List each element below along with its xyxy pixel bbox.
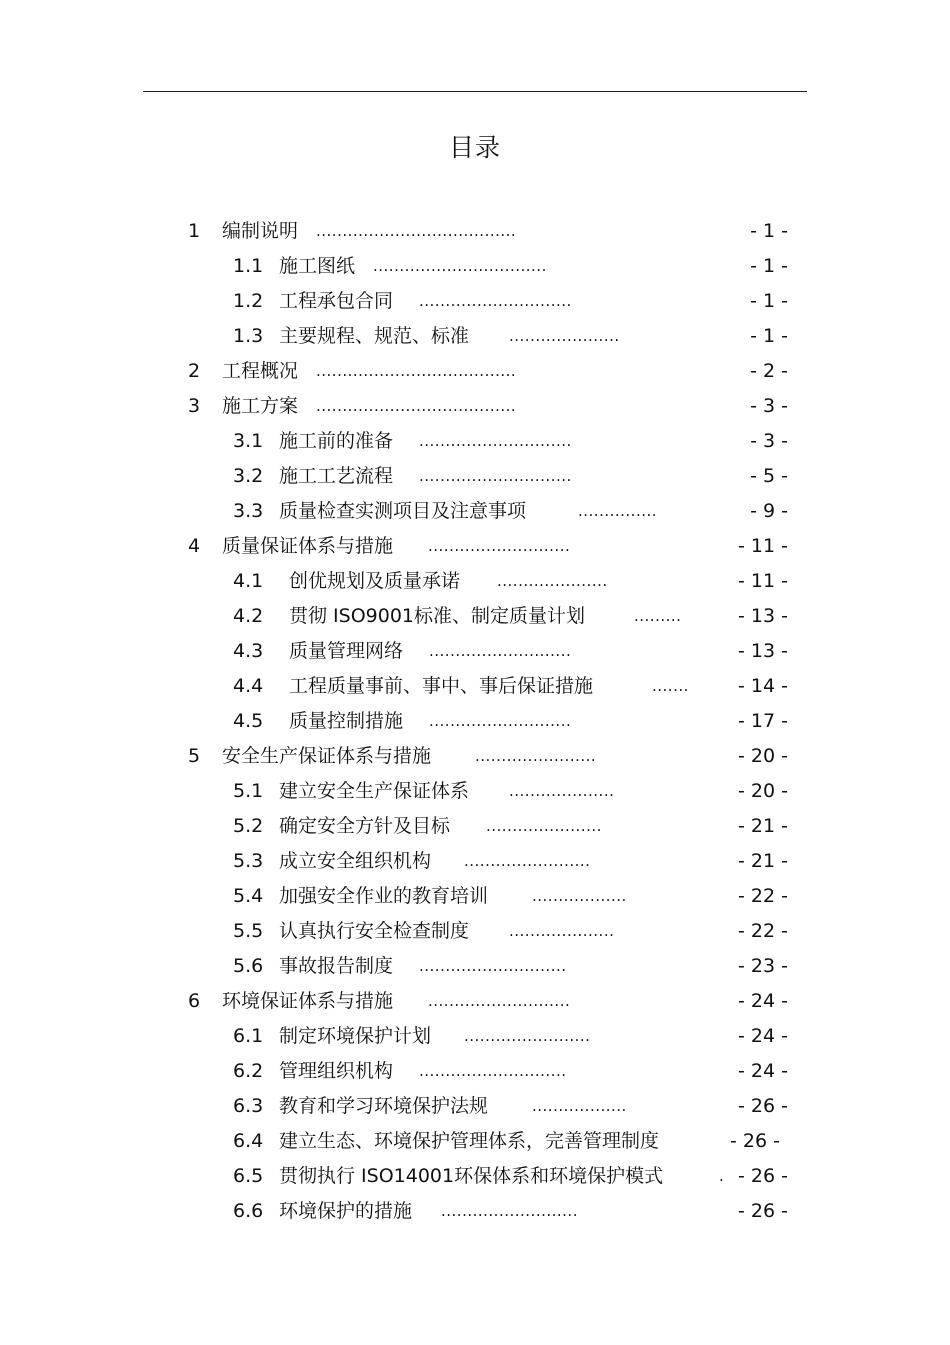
toc-entry-number: 1.3: [233, 325, 264, 347]
toc-entry-label: 编制说明: [222, 220, 299, 242]
toc-entry[interactable]: [0, 323, 950, 349]
toc-entry-page: - 21 -: [738, 815, 788, 837]
toc-entry-page: - 23 -: [738, 955, 788, 977]
toc-entry-leader: .....................: [509, 327, 620, 345]
toc-entry[interactable]: [0, 463, 950, 489]
toc-entry-number: 3.2: [233, 465, 264, 487]
toc-entry-label: 质量控制措施: [289, 710, 404, 732]
toc-entry-page: - 1 -: [750, 290, 788, 312]
toc-entry[interactable]: [0, 883, 950, 909]
toc-entry-leader: ....................: [509, 922, 615, 940]
toc-entry-page: - 24 -: [738, 1060, 788, 1082]
toc-entry-label: 成立安全组织机构: [279, 850, 432, 872]
toc-entry-leader: ......................................: [316, 222, 517, 240]
toc-entry-number: 1.2: [233, 290, 264, 312]
toc-entry-label: 环境保证体系与措施: [222, 990, 394, 1012]
toc-entry-label: 贯彻 ISO9001标准、制定质量计划: [289, 605, 586, 627]
toc-entry-number: 4.5: [233, 710, 264, 732]
toc-entry-page: - 22 -: [738, 920, 788, 942]
toc-entry-label: 施工方案: [222, 395, 299, 417]
toc-entry[interactable]: [0, 1058, 950, 1084]
toc-entry[interactable]: [0, 638, 950, 664]
toc-entry-number: 6.4: [233, 1130, 264, 1152]
toc-entry-page: - 24 -: [738, 990, 788, 1012]
toc-entry-leader: ............................: [419, 1062, 567, 1080]
toc-entry[interactable]: [0, 533, 950, 559]
toc-entry[interactable]: [0, 603, 950, 629]
toc-entry-number: 1.1: [233, 255, 264, 277]
toc-entry-label: 加强安全作业的教育培训: [279, 885, 489, 907]
toc-entry-leader: ...............: [578, 502, 658, 520]
toc-entry-leader: ...........................: [428, 992, 571, 1010]
toc-entry[interactable]: [0, 708, 950, 734]
toc-entry-leader: ..........................: [441, 1202, 578, 1220]
toc-entry[interactable]: [0, 218, 950, 244]
toc-entry-leader: ..................: [532, 1097, 627, 1115]
toc-entry-page: - 22 -: [738, 885, 788, 907]
toc-entry-label: 施工图纸: [279, 255, 356, 277]
toc-entry-number: 5: [188, 745, 201, 767]
toc-entry-leader: .........: [634, 607, 682, 625]
toc-entry[interactable]: [0, 288, 950, 314]
toc-entry-label: 质量保证体系与措施: [222, 535, 394, 557]
toc-entry-leader: ......................................: [316, 362, 517, 380]
toc-entry[interactable]: [0, 918, 950, 944]
toc-entry-leader: .............................: [419, 292, 572, 310]
toc-entry-leader: .................................: [373, 257, 547, 275]
toc-entry-page: - 9 -: [750, 500, 788, 522]
toc-entry-number: 3: [188, 395, 201, 417]
toc-entry-page: - 3 -: [750, 395, 788, 417]
toc-entry[interactable]: [0, 358, 950, 384]
toc-entry[interactable]: [0, 568, 950, 594]
toc-entry-page: - 1 -: [750, 220, 788, 242]
toc-entry-label: 建立生态、环境保护管理体系，完善管理制度: [279, 1130, 660, 1152]
toc-entry-page: - 26 -: [738, 1165, 788, 1187]
toc-entry-leader: .......: [652, 677, 689, 695]
toc-entry-leader: ........................: [464, 1027, 591, 1045]
toc-entry[interactable]: [0, 1198, 950, 1224]
toc-entry-label: 质量检查实测项目及注意事项: [279, 500, 527, 522]
toc-entry-label: 教育和学习环境保护法规: [279, 1095, 489, 1117]
toc-entry-number: 6.6: [233, 1200, 264, 1222]
toc-entry[interactable]: [0, 1023, 950, 1049]
toc-entry[interactable]: [0, 778, 950, 804]
toc-entry-label: 工程质量事前、事中、事后保证措施: [289, 675, 594, 697]
toc-entry-number: 3.3: [233, 500, 264, 522]
toc-entry-leader: ....................: [509, 782, 615, 800]
toc-entry-number: 5.4: [233, 885, 264, 907]
page-title: 目录: [448, 133, 501, 162]
toc-entry-label: 认真执行安全检查制度: [279, 920, 470, 942]
toc-entry[interactable]: [0, 393, 950, 419]
toc-entry[interactable]: [0, 743, 950, 769]
toc-entry-leader: ........................: [464, 852, 591, 870]
toc-entry-leader: ...........................: [429, 642, 572, 660]
toc-entry-page: - 24 -: [738, 1025, 788, 1047]
toc-entry-number: 4.2: [233, 605, 264, 627]
toc-entry-page: - 5 -: [750, 465, 788, 487]
toc-entry[interactable]: [0, 953, 950, 979]
toc-entry-leader: ...........................: [429, 712, 572, 730]
toc-entry[interactable]: [0, 428, 950, 454]
toc-entry-leader: ......................................: [316, 397, 517, 415]
toc-entry-number: 1: [188, 220, 201, 242]
toc-entry-number: 6.1: [233, 1025, 264, 1047]
toc-entry-leader: .: [719, 1167, 725, 1185]
toc-entry-leader: ...........................: [428, 537, 571, 555]
toc-entry[interactable]: [0, 253, 950, 279]
toc-entry-label: 主要规程、规范、标准: [279, 325, 470, 347]
toc-entry-page: - 3 -: [750, 430, 788, 452]
toc-entry[interactable]: [0, 848, 950, 874]
toc-entry-leader: .......................: [475, 747, 597, 765]
toc-entry-page: - 13 -: [738, 640, 788, 662]
toc-entry-number: 4: [188, 535, 201, 557]
toc-entry-page: - 26 -: [738, 1095, 788, 1117]
toc-entry-number: 5.5: [233, 920, 264, 942]
toc-entry-page: - 14 -: [738, 675, 788, 697]
toc-entry-page: - 11 -: [738, 570, 788, 592]
toc-entry[interactable]: [0, 988, 950, 1014]
toc-entry-label: 安全生产保证体系与措施: [222, 745, 432, 767]
toc-entry-leader: .............................: [419, 467, 572, 485]
toc-entry-label: 工程概况: [222, 360, 299, 382]
toc-entry[interactable]: [0, 673, 950, 699]
toc-entry-number: 6.5: [233, 1165, 264, 1187]
header-rule: [143, 91, 807, 92]
toc-entry-label: 质量管理网络: [289, 640, 404, 662]
toc-entry-page: - 2 -: [750, 360, 788, 382]
toc-entry-leader: ............................: [419, 957, 567, 975]
toc-entry-label: 建立安全生产保证体系: [279, 780, 470, 802]
toc-entry[interactable]: [0, 498, 950, 524]
toc-entry[interactable]: [0, 1128, 950, 1154]
toc-entry-label: 创优规划及质量承诺: [289, 570, 461, 592]
toc-entry-page: - 26 -: [738, 1200, 788, 1222]
toc-entry-number: 5.3: [233, 850, 264, 872]
toc-entry-label: 施工前的准备: [279, 430, 394, 452]
toc-entry[interactable]: [0, 813, 950, 839]
toc-entry-leader: .....................: [497, 572, 608, 590]
toc-entry-label: 确定安全方针及目标: [279, 815, 451, 837]
toc-entry-label: 制定环境保护计划: [279, 1025, 432, 1047]
toc-entry-page: - 20 -: [738, 780, 788, 802]
toc-entry-label: 工程承包合同: [279, 290, 394, 312]
toc-entry-number: 5.2: [233, 815, 264, 837]
toc-entry-number: 5.1: [233, 780, 264, 802]
toc-entry-label: 环境保护的措施: [279, 1200, 413, 1222]
toc-entry-page: - 20 -: [738, 745, 788, 767]
toc-entry-page: - 1 -: [750, 255, 788, 277]
toc-entry-label: 事故报告制度: [279, 955, 394, 977]
toc-entry-number: 4.1: [233, 570, 264, 592]
toc-entry-number: 5.6: [233, 955, 264, 977]
toc-entry-number: 6.3: [233, 1095, 264, 1117]
toc-entry-number: 6.2: [233, 1060, 264, 1082]
toc-entry-page: - 17 -: [738, 710, 788, 732]
toc-entry-number: 6: [188, 990, 201, 1012]
toc-entry-label: 管理组织机构: [279, 1060, 394, 1082]
toc-entry-label: 施工工艺流程: [279, 465, 394, 487]
toc-entry-number: 3.1: [233, 430, 264, 452]
toc-entry[interactable]: [0, 1163, 950, 1189]
toc-entry-page: - 13 -: [738, 605, 788, 627]
toc-entry-page: - 1 -: [750, 325, 788, 347]
toc-entry[interactable]: [0, 1093, 950, 1119]
toc-entry-number: 4.4: [233, 675, 264, 697]
toc-entry-page: - 11 -: [738, 535, 788, 557]
toc-entry-leader: ..................: [532, 887, 627, 905]
toc-entry-label: 贯彻执行 ISO14001环保体系和环境保护模式: [279, 1165, 664, 1187]
toc-entry-page: - 26 -: [730, 1130, 780, 1152]
toc-entry-leader: ......................: [486, 817, 602, 835]
toc-entry-number: 4.3: [233, 640, 264, 662]
toc-entry-number: 2: [188, 360, 201, 382]
toc-entry-leader: .............................: [419, 432, 572, 450]
toc-entry-page: - 21 -: [738, 850, 788, 872]
